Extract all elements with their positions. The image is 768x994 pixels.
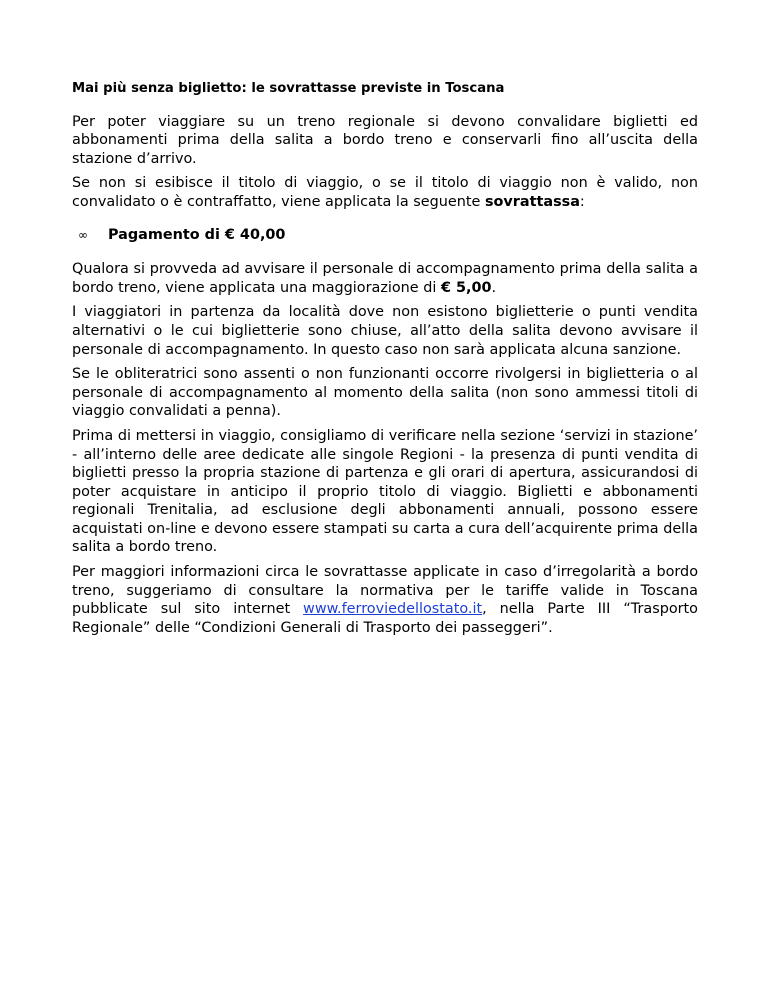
more-info-text: Per maggiori informazioni circa le sovrattasse applicate in caso d’irregolarità a bordo treno, suggeriamo di consultare la normativa per le tariffe valide in Toscana pubblicate sul sito internet: [72, 564, 698, 618]
infinity-bullet-icon: ∞: [78, 227, 88, 242]
surcharge-word: sovrattassa: [484, 193, 580, 210]
increase-amount: € 5,00: [440, 279, 492, 296]
website-link[interactable]: www.ferroviedellostato.it: [303, 601, 483, 618]
surcharge-intro-text: Se non si esibisce il titolo di viaggio, o se il titolo di viaggio non è valido, non convalidato o è contraffatto, viene applicata la seguente: [72, 175, 698, 210]
document-page: [72, 80, 698, 643]
paragraph-more-info: [72, 563, 698, 637]
paragraph-no-ticket-office: I viaggiatori in partenza da località dove non esistono biglietterie o punti vendita alternativi o le cui biglietterie sono chiuse, all’atto della salita devono avvisare il personale di accompagnamento. In questo caso non sarà applicata alcuna sanzione.: [72, 304, 698, 358]
paragraph-validation: Per poter viaggiare su un treno regionale si devono convalidare biglietti ed abbonamenti prima della salita a bordo treno e conservarli fino all’uscita della stazione d’arrivo.: [72, 113, 698, 167]
paragraph-surcharge-increase: [72, 260, 698, 297]
bullet-item-payment: [72, 226, 698, 245]
surcharge-colon: :: [579, 193, 585, 210]
increase-period: .: [491, 279, 497, 296]
document-title: Mai più senza biglietto: le sovrattasse previste in Toscana: [72, 81, 505, 96]
more-info-tail: , nella Parte III “Trasporto Regionale” delle “Condizioni Generali di Trasporto dei passeggeri”.: [72, 601, 698, 636]
increase-text: Qualora si provveda ad avvisare il personale di accompagnamento prima della salita a bordo treno, viene applicata una maggiorazione di: [72, 261, 698, 296]
payment-amount-text: Pagamento di € 40,00: [108, 226, 286, 243]
paragraph-validators: Se le obliteratrici sono assenti o non funzionanti occorre rivolgersi in biglietteria o al personale di accompagnamento al momento della salita (non sono ammessi titoli di viaggio convalidati a penna).: [72, 366, 698, 420]
paragraph-surcharge-intro: [72, 174, 698, 211]
paragraph-before-travel: Prima di mettersi in viaggio, consigliamo di verificare nella sezione ‘servizi in stazione’ - all’interno delle aree dedicate alle singole Regioni - la presenza di punti vendita di biglietti presso la propria stazione di partenza e gli orari di apertura, assicurandosi di poter acquistare in anticipo il proprio titolo di viaggio. Biglietti e abbonamenti regionali Trenitalia, ad esclusione degli abbonamenti annuali, possono essere acquistati on-line e devono essere stampati su carta a cura dell’acquirente prima della salita a bordo treno.: [72, 427, 698, 556]
